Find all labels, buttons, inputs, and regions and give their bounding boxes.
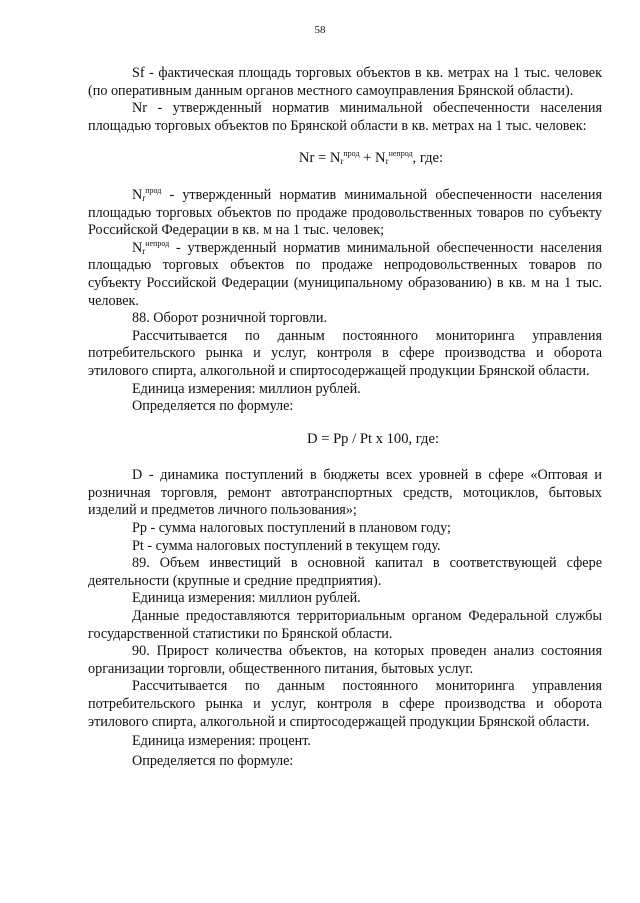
item-89-source: Данные предоставляются территориальным органом Федеральной службы государственной статистики по Брянской области. bbox=[88, 608, 602, 642]
pp-definition: Pp - сумма налоговых поступлений в плановом году; bbox=[132, 520, 451, 537]
nr-prod-definition: $N_r^{прод}$ - утвержденный норматив минимальной обеспеченности населения площадью торговых объектов по продаже продовольственных товаров по субъекту Российской Федерации в кв. м на 1 тыс. человек; bbox=[88, 185, 602, 239]
d-formula: D = Pp / Pt x 100, где: bbox=[307, 430, 439, 447]
item-90-formula-intro: Определяется по формуле: bbox=[132, 752, 294, 769]
item-88-formula-intro: Определяется по формуле: bbox=[132, 398, 294, 415]
page-number: 58 bbox=[314, 24, 326, 36]
nr-formula: $Nr = N_r^{прод} + N_r^{непрод}$, где: bbox=[298, 149, 444, 167]
item-90-calculation: Рассчитывается по данным постоянного мониторинга управления потребительского рынка и услуг, контроля в сфере производства и оборота этилового спирта, алкогольной и спиртосодержащей продукции Брянской области. bbox=[88, 678, 602, 730]
item-89-title: 89. Объем инвестиций в основной капитал в соответствующей сфере деятельности (крупные и средние предприятия). bbox=[88, 555, 602, 589]
item-89-unit: Единица измерения: миллион рублей. bbox=[132, 590, 361, 607]
item-90-unit: Единица измерения: процент. bbox=[132, 733, 311, 750]
sf-definition: Sf - фактическая площадь торговых объектов в кв. метрах на 1 тыс. человек (по оперативным данным органов местного самоуправления Брянской области). bbox=[88, 65, 602, 99]
nr-neprod-definition: $N_r^{непрод}$ - утвержденный норматив минимальной обеспеченности населения площадью торговых объектов по продаже непродовольственных товаров по субъекту Российской Федерации (муниципальному образованию) в кв. м на 1 тыс. человек. bbox=[88, 238, 602, 309]
d-definition: D - динамика поступлений в бюджеты всех уровней в сфере «Оптовая и розничная торговля, ремонт автотранспортных средств, мотоциклов, бытовых изделий и предметов личного пользования»; bbox=[88, 467, 602, 519]
pt-definition: Pt - сумма налоговых поступлений в текущем году. bbox=[132, 537, 441, 554]
item-88-title: 88. Оборот розничной торговли. bbox=[132, 310, 328, 327]
item-88-unit: Единица измерения: миллион рублей. bbox=[132, 380, 361, 397]
page-body bbox=[88, 65, 602, 770]
nr-definition: Nr - утвержденный норматив минимальной обеспеченности населения площадью торговых объектов по Брянской области в кв. метрах на 1 тыс. человек: bbox=[88, 100, 602, 134]
item-88-calculation: Рассчитывается по данным постоянного мониторинга управления потребительского рынка и услуг, контроля в сфере производства и оборота этилового спирта, алкогольной и спиртосодержащей продукции Брянской области. bbox=[88, 327, 602, 379]
item-90-title: 90. Прирост количества объектов, на которых проведен анализ состояния организации торговли, общественного питания, бытовых услуг. bbox=[88, 643, 602, 677]
